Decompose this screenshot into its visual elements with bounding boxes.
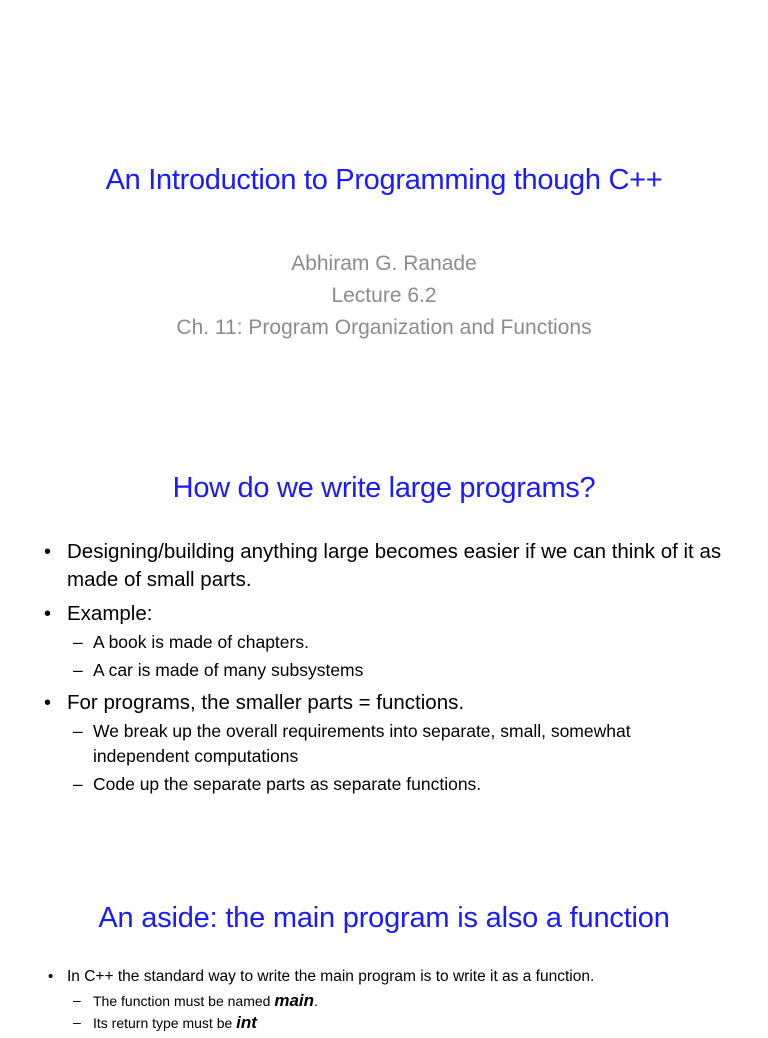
dash-icon: –: [73, 721, 83, 741]
slide-subtitle: [0, 248, 768, 344]
bullet-item: [0, 538, 768, 594]
dash-icon: –: [73, 660, 83, 680]
bullet-text: In C++ the standard way to write the main program is to write it as a function.: [67, 968, 595, 985]
sub-bullet-text: A book is made of chapters.: [93, 632, 309, 652]
author-name: Abhiram G. Ranade: [291, 252, 477, 275]
slide-title: How do we write large programs?: [172, 472, 596, 504]
sub-bullet-item: [67, 990, 594, 1012]
bullet-text: Designing/building anything large becomes easier if we can think of it as made of small parts.: [67, 540, 722, 591]
bullet-dot-icon: •: [44, 541, 52, 563]
keyword-main: main: [274, 991, 315, 1010]
sub-bullet-text: Code up the separate parts as separate functions.: [93, 774, 482, 794]
slide-title: An aside: the main program is also a function: [98, 902, 670, 934]
bullet-list: [0, 966, 634, 1038]
sub-bullet-text: Its return type must be: [93, 1015, 237, 1031]
sub-bullet-item: [67, 1012, 594, 1034]
sub-bullet-list: [67, 630, 728, 683]
bullet-dot-icon: •: [48, 968, 54, 985]
bullet-text: For programs, the smaller parts = functions.: [67, 691, 465, 714]
sub-bullet-list: [67, 719, 728, 797]
sub-bullet-item: [67, 772, 728, 797]
sub-bullet-text: We break up the overall requirements into separate, small, somewhat independent computations: [93, 721, 631, 766]
title-slide: [0, 0, 768, 430]
dash-icon: –: [73, 992, 81, 1008]
content-slide-large-programs: [0, 430, 768, 870]
bullet-dot-icon: •: [44, 692, 52, 714]
sub-bullet-list: [67, 990, 594, 1034]
keyword-int: int: [236, 1013, 257, 1032]
dash-icon: –: [73, 1014, 81, 1030]
bullet-text: Example:: [67, 602, 153, 625]
slide-title: An Introduction to Programming though C++: [105, 164, 663, 196]
sub-bullet-item: [67, 658, 728, 683]
bullet-list: [0, 538, 768, 803]
sub-bullet-item: [67, 719, 728, 769]
sub-bullet-text: A car is made of many subsystems: [93, 660, 364, 680]
lecture-number: Lecture 6.2: [331, 284, 437, 307]
sub-bullet-suffix: .: [314, 993, 318, 1009]
content-slide-main-function: [0, 870, 768, 1032]
bullet-dot-icon: •: [44, 603, 52, 625]
chapter-title: Ch. 11: Program Organization and Functions: [176, 316, 592, 339]
sub-bullet-text: The function must be named: [93, 993, 275, 1009]
sub-bullet-item: [67, 630, 728, 655]
bullet-item: [0, 600, 768, 683]
dash-icon: –: [73, 632, 83, 652]
bullet-item: [0, 689, 768, 797]
dash-icon: –: [73, 774, 83, 794]
